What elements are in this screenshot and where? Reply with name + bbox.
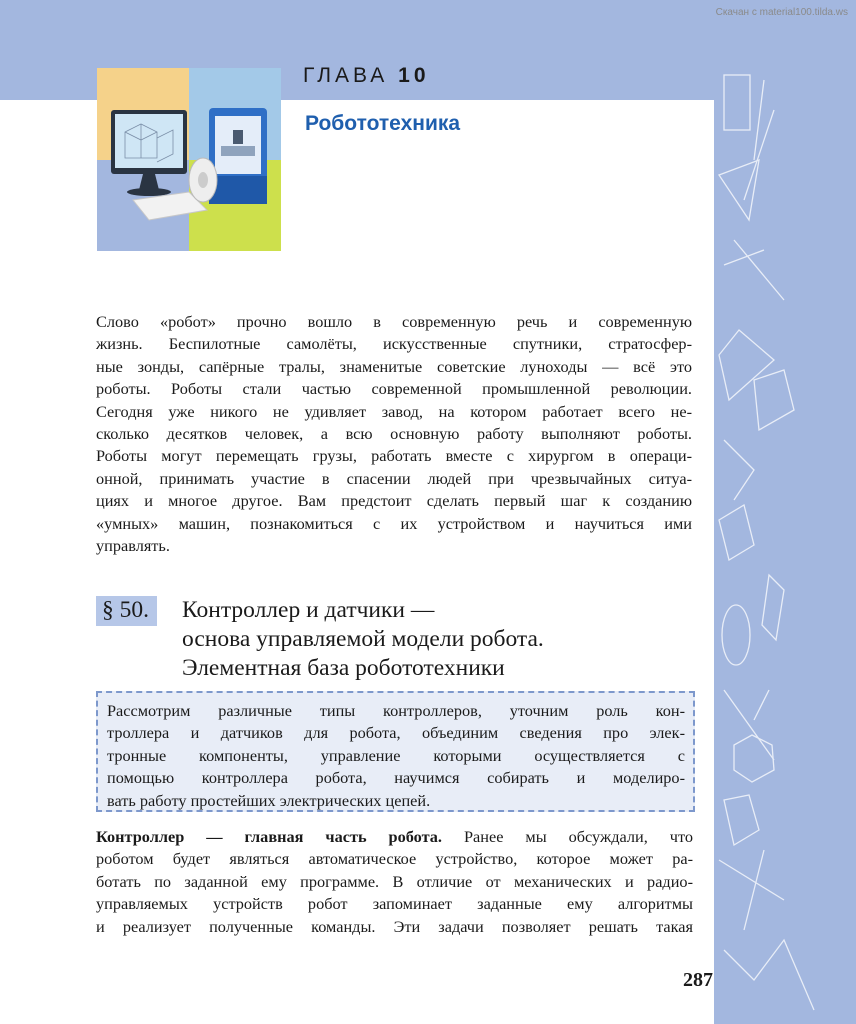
section-title: [182, 596, 544, 683]
main-line: и реализует полученные команды. Эти задачи позволяет решать такая: [96, 916, 693, 936]
main-line: [96, 826, 693, 848]
chapter-number: 10: [398, 64, 430, 87]
main-line: роботом будет являться автоматическое устройство, которое может ра-: [96, 849, 693, 869]
intro-line: Роботы могут перемещать грузы, работать вместе с хирургом в операци-: [96, 446, 692, 466]
section-number: § 50.: [96, 596, 157, 626]
intro-line: роботы. Роботы стали частью современной промышленной революции.: [96, 379, 692, 399]
main-lead-rest: Ранее мы обсуждали, что: [442, 827, 693, 846]
chapter-illustration-3d-printer: [97, 68, 281, 251]
chapter-label: [303, 64, 430, 88]
geometric-shapes-decoration: [714, 0, 856, 1024]
section-title-line: основа управляемой модели робота.: [182, 626, 544, 652]
main-line: управляемых устройств робот запоминает заданные ему алгоритмы: [96, 894, 693, 914]
page-number: 287: [683, 969, 713, 991]
chapter-title: Робототехника: [305, 112, 461, 135]
goal-line: вать работу простейших электрических цепей.: [107, 790, 431, 810]
intro-line: циях и многое другое. Вам предстоит сделать первый шаг к созданию: [96, 491, 692, 511]
goal-line: помощью контроллера робота, научимся собирать и моделиро-: [107, 768, 685, 788]
chapter-word: ГЛАВА: [303, 64, 389, 87]
section-goals-box: [96, 691, 695, 812]
intro-line: Сегодня уже никого не удивляет завод, на котором работает всего не-: [96, 401, 692, 421]
goal-line: Рассмотрим различные типы контроллеров, уточним роль кон-: [107, 701, 685, 720]
section-title-line: Контроллер и датчики —: [182, 597, 435, 623]
watermark: Скачан с material100.tilda.ws: [715, 7, 848, 18]
intro-line: онной, принимать участие в спасении людей при чрезвычайных ситуа-: [96, 468, 692, 488]
main-lead-bold: Контроллер — главная часть робота.: [96, 827, 442, 846]
intro-line: ные зонды, сапёрные тралы, знаменитые советские луноходы — всё это: [96, 356, 692, 376]
goal-line: троллера и датчиков для робота, объединим сведения про элек-: [107, 723, 685, 743]
main-line: ботать по заданной ему программе. В отличие от механических и радио-: [96, 871, 693, 891]
section-goals-text: [107, 700, 685, 812]
intro-line: Слово «робот» прочно вошло в современную речь и современную: [96, 312, 692, 331]
section-title-line: Элементная база робототехники: [182, 655, 505, 681]
intro-line: «умных» машин, познакомиться с их устройством и научиться ими: [96, 513, 692, 533]
intro-paragraph: [96, 311, 692, 557]
intro-line: управлять.: [96, 536, 170, 556]
intro-line: жизнь. Беспилотные самолёты, искусственные спутники, стратосфер-: [96, 334, 692, 354]
intro-line: сколько десятков человек, а всю основную работу выполняют роботы.: [96, 424, 692, 444]
main-paragraph: [96, 826, 693, 938]
goal-line: тронные компоненты, управление которыми осуществляется с: [107, 745, 685, 765]
